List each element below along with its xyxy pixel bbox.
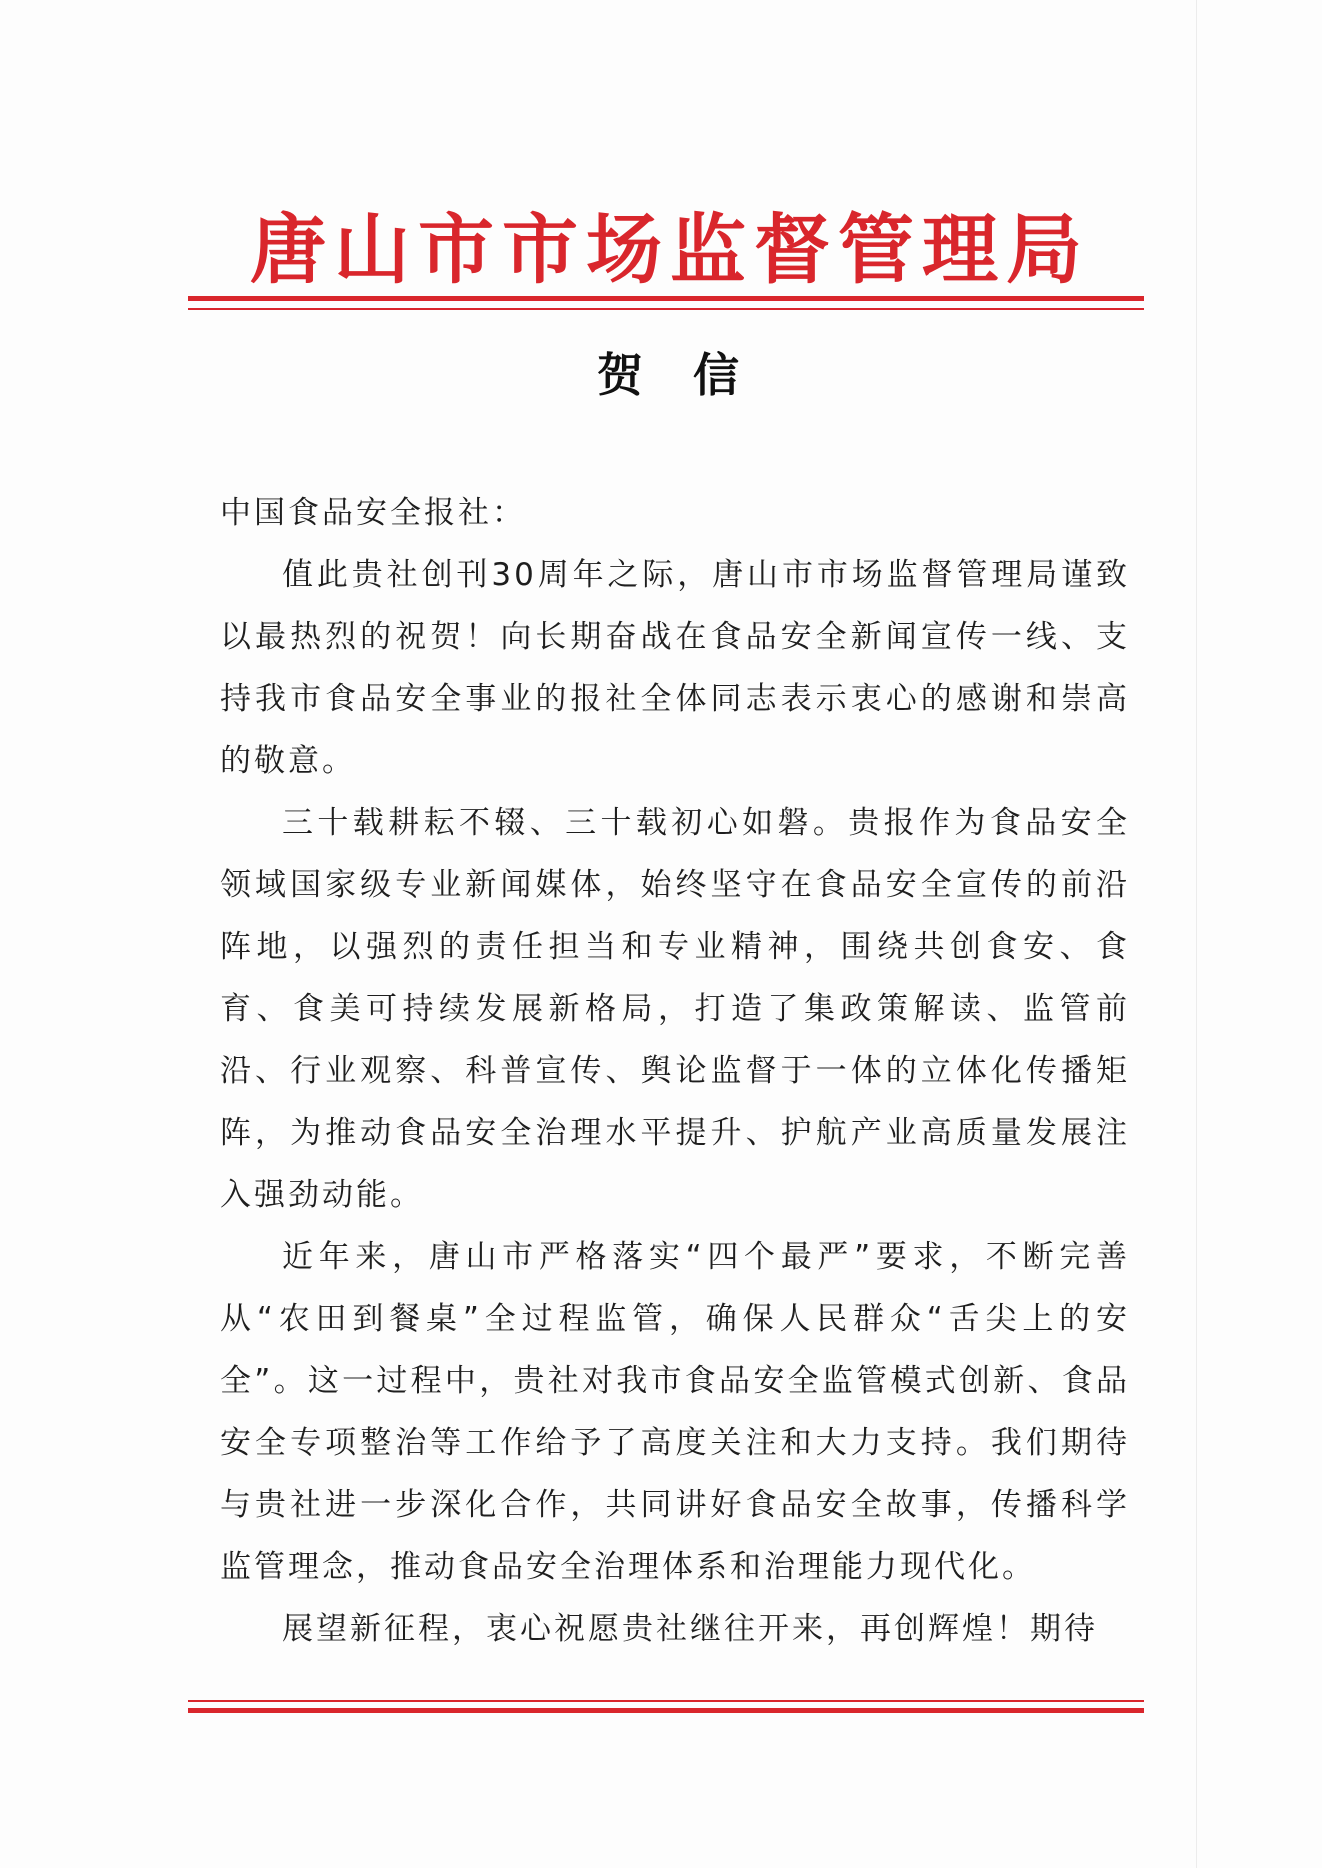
page-edge-divider <box>1196 0 1197 1868</box>
letterhead-organization: 唐山市市场监督管理局 <box>250 205 1090 294</box>
footer-rule-thin <box>188 1700 1144 1702</box>
letter-paragraph: 近年来，唐山市严格落实“四个最严”要求，不断完善从“农田到餐桌”全过程监管，确保人民群众“舌尖上的安全”。这一过程中，贵社对我市食品安全监管模式创新、食品安全专项整治等工作给予了高度关注和大力支持。我们期待与贵社进一步深化合作，共同讲好食品安全故事，传播科学监管理念，推动食品安全治理体系和治理能力现代化。 <box>220 1239 1130 1585</box>
letter-body <box>220 482 1130 1660</box>
footer-rule-thick <box>188 1708 1144 1713</box>
letter-salutation: 中国食品安全报社： <box>220 495 526 531</box>
letterhead-rule-thick <box>188 296 1144 301</box>
letterhead-rule-thin <box>188 308 1144 310</box>
letter-paragraph: 展望新征程，衷心祝愿贵社继往开来，再创辉煌！期待 <box>282 1611 1098 1647</box>
letter-paragraph: 三十载耕耘不辍、三十载初心如磐。贵报作为食品安全领域国家级专业新闻媒体，始终坚守在食品安全宣传的前沿阵地，以强烈的责任担当和专业精神，围绕共创食安、食育、食美可持续发展新格局，打造了集政策解读、监管前沿、行业观察、科普宣传、舆论监督于一体的立体化传播矩阵，为推动食品安全治理水平提升、护航产业高质量发展注入强劲动能。 <box>220 805 1130 1213</box>
letter-paragraph: 值此贵社创刊30周年之际，唐山市市场监督管理局谨致以最热烈的祝贺！向长期奋战在食品安全新闻宣传一线、支持我市食品安全事业的报社全体同志表示衷心的感谢和崇高的敬意。 <box>220 557 1130 779</box>
document-title: 贺信 <box>597 348 789 402</box>
